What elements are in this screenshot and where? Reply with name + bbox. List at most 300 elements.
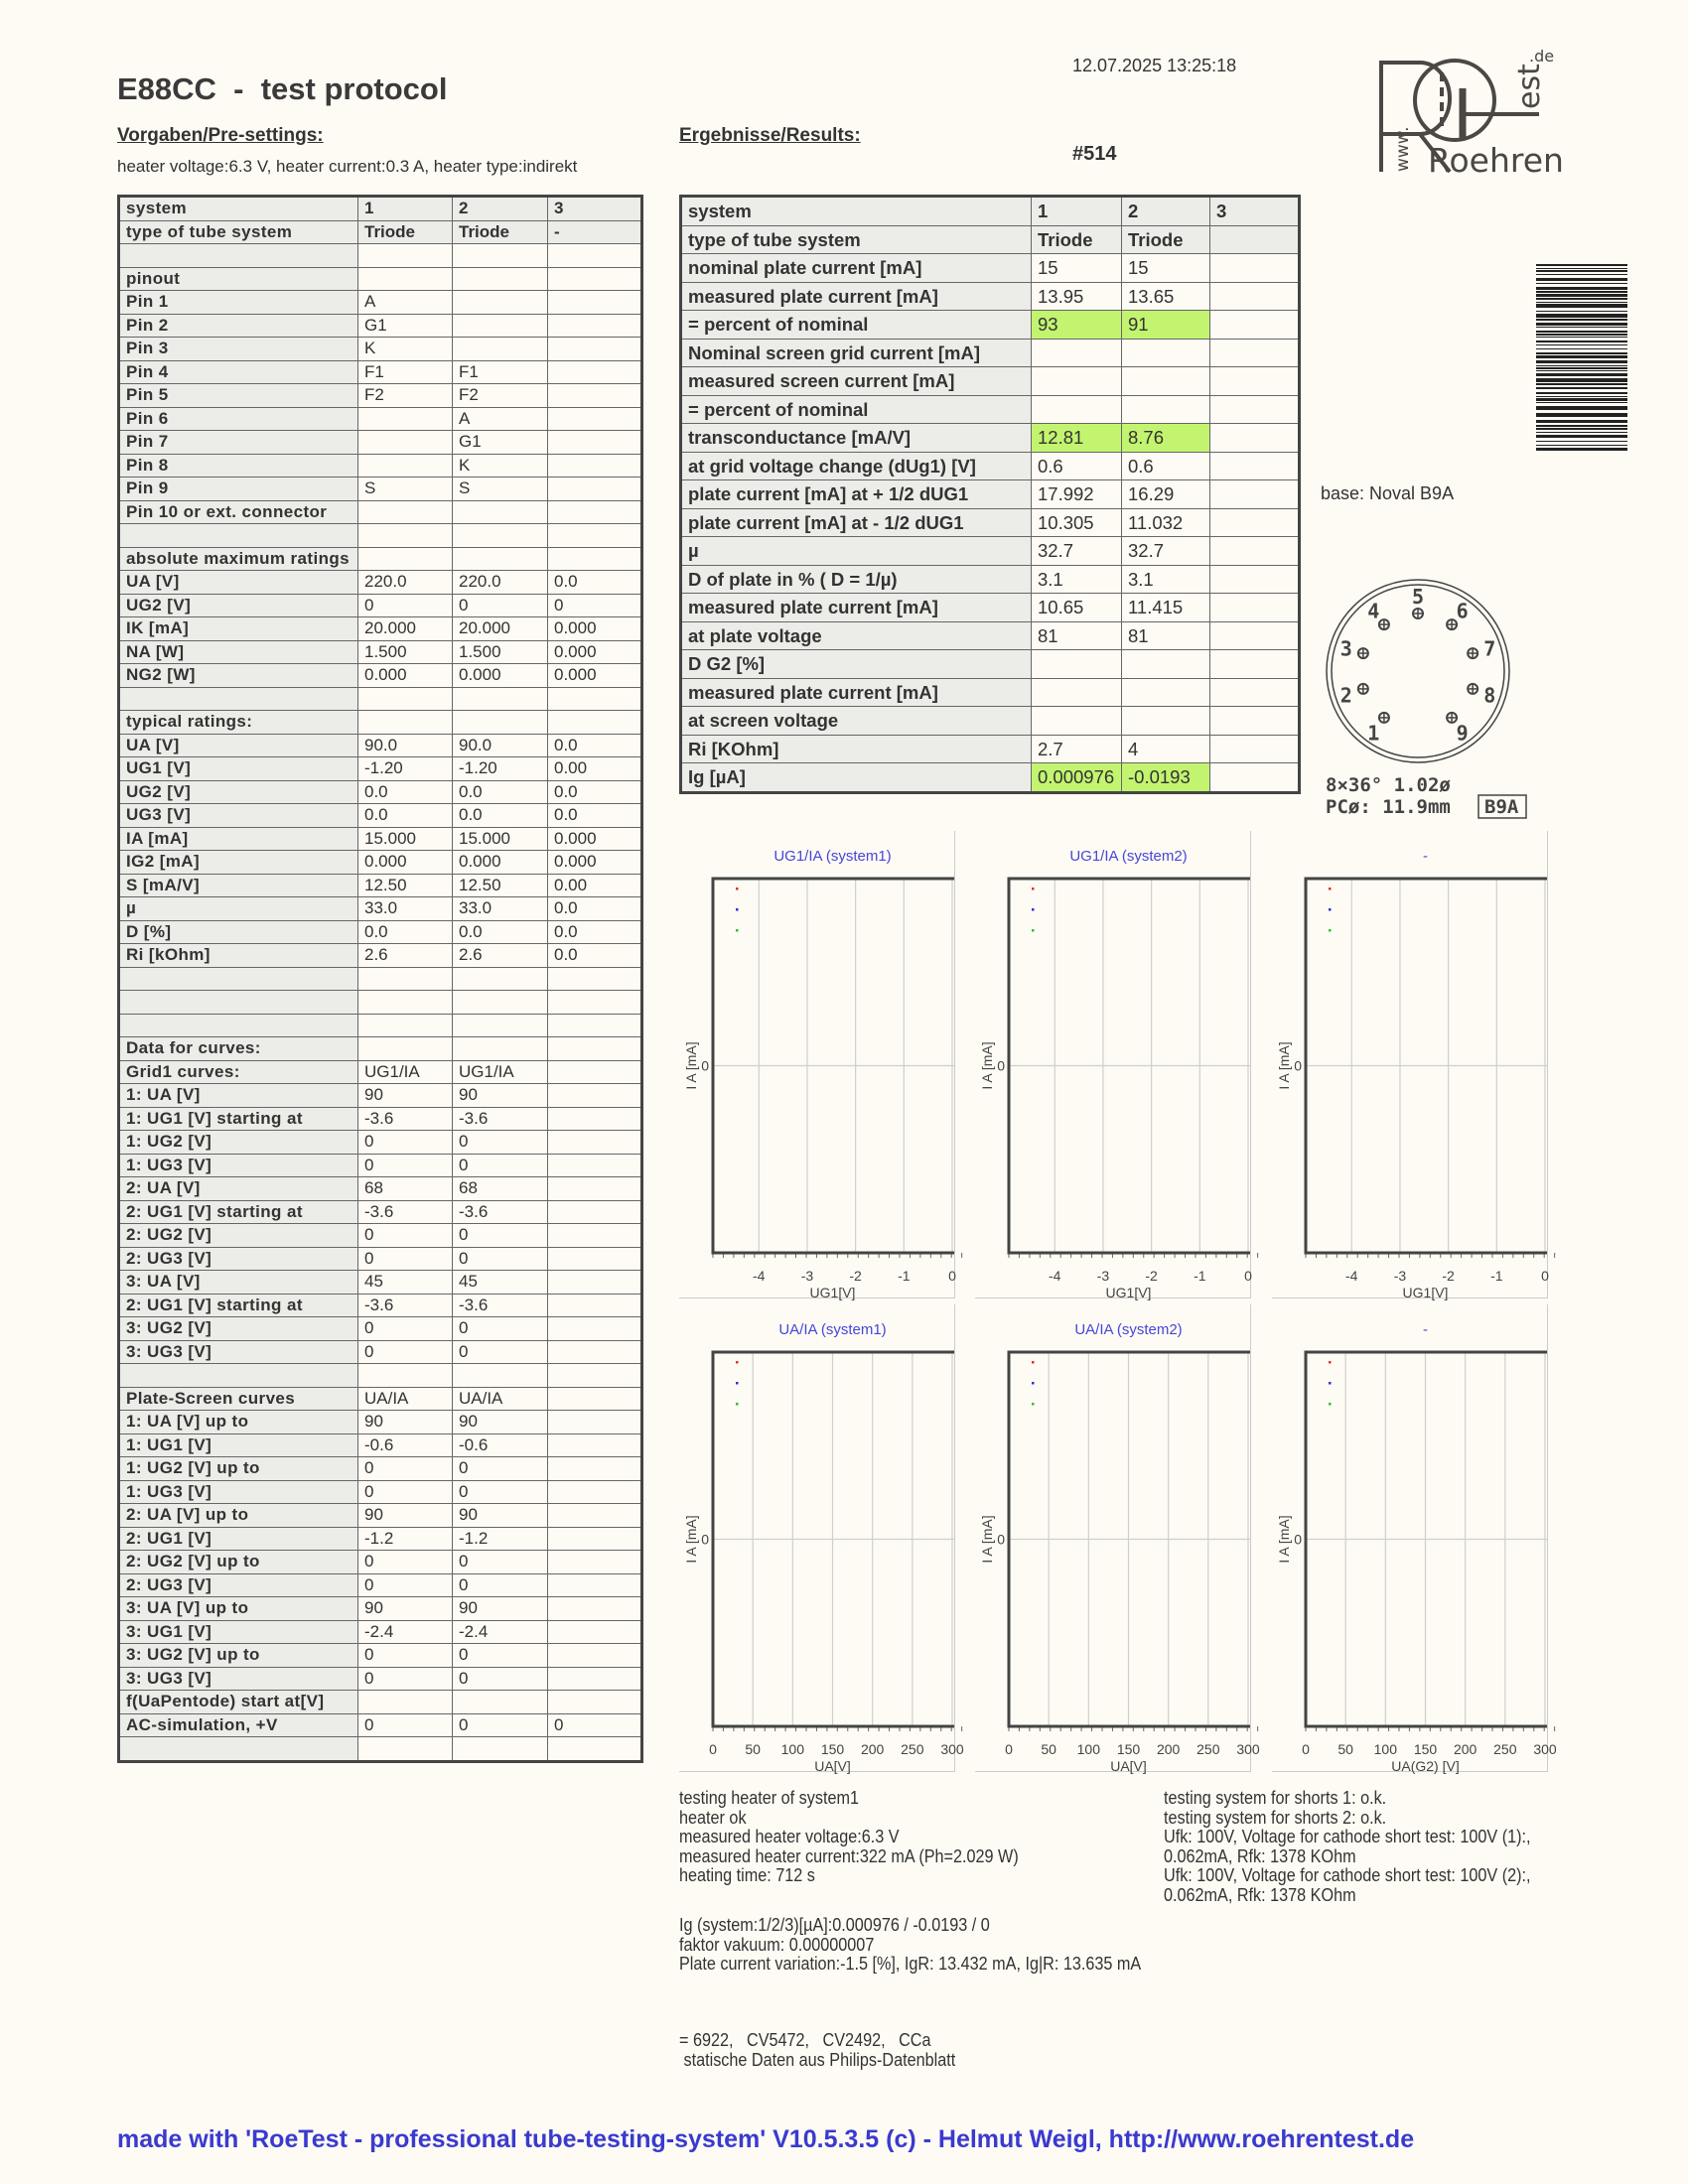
legend-marker [1032,1382,1035,1385]
cell-system-3: 3 [548,197,642,221]
table-row [119,594,642,617]
row-label: Pin 9 [119,478,358,501]
cell-system-3 [1210,678,1300,707]
cell-system-2 [453,1737,548,1762]
row-label: pinout [119,267,358,291]
x-tick-label: 50 [1337,1741,1353,1757]
presettings-heading: Vorgaben/Pre-settings: [117,125,324,146]
presettings-table [117,195,643,1763]
table-row [119,1644,642,1668]
chart-panel [975,831,1251,1298]
table-row [119,687,642,711]
result-line: testing heater of system1 [679,1788,859,1808]
result-line: statische Daten aus Philips-Datenblatt [679,2049,956,2070]
row-label: S [mA/V] [119,874,358,897]
cell-system-3 [548,1084,642,1108]
cell-system-3 [1210,537,1300,566]
x-axis-label: UA(G2) [V] [1391,1758,1460,1774]
cell-system-1: 0 [358,1551,453,1574]
chart-panel [679,1304,964,1774]
cell-system-1: 93 [1032,311,1122,340]
row-label: 3: UG3 [V] [119,1340,358,1364]
cell-system-2: 0.0 [453,804,548,828]
table-row [119,338,642,361]
y-tick-label: 0 [1294,1531,1302,1548]
cell-system-1: 0 [358,1154,453,1177]
cell-system-1: A [358,291,453,315]
cell-system-2 [453,338,548,361]
barcode-bar [1536,294,1627,297]
table-row [119,1387,642,1411]
x-tick-label: -2 [849,1268,862,1284]
cell-system-3: 0.0 [548,804,642,828]
cell-system-2: 0 [453,1667,548,1691]
cell-system-1 [358,1691,453,1714]
x-tick-label: -2 [1145,1268,1158,1284]
x-axis-label: UG1[V] [1402,1285,1449,1300]
cell-system-1: G1 [358,314,453,338]
cell-system-1: 68 [358,1177,453,1201]
page-title: E88CC - test protocol [117,71,448,106]
row-label: UG2 [V] [119,594,358,617]
table-row [119,1294,642,1317]
legend-marker [1032,908,1035,911]
barcode-bar [1536,337,1627,338]
barcode-bar [1536,348,1627,349]
table-row [119,384,642,408]
y-axis-label: I A [mA] [683,1041,699,1090]
result-line: 0.062mA, Rfk: 1378 KOhm [1164,1845,1356,1866]
row-label: UG1 [V] [119,757,358,781]
cell-system-1: -3.6 [358,1200,453,1224]
x-axis-label: UG1[V] [809,1285,856,1300]
heater-test-results [679,1789,1019,1886]
cell-system-1: 0.0 [358,780,453,804]
cell-system-2: 8.76 [1122,424,1210,453]
row-label: measured plate current [mA] [681,282,1032,311]
row-label: Ig [µA] [681,763,1032,793]
cell-system-2: 90 [453,1504,548,1528]
cell-system-2: 3.1 [1122,565,1210,594]
cell-system-3 [548,1060,642,1084]
cell-system-3 [548,1667,642,1691]
cell-system-3 [548,1037,642,1061]
cell-system-3: 0.00 [548,874,642,897]
table-row [119,220,642,244]
row-label: Pin 8 [119,454,358,478]
cell-system-2 [453,1691,548,1714]
cell-system-1: 0 [358,1224,453,1248]
cell-system-3 [1210,735,1300,763]
pin-label: 5 [1411,585,1425,609]
cell-system-1: 1 [1032,197,1122,226]
row-label: plate current [mA] at + 1/2 dUG1 [681,480,1032,509]
pin-7 [1468,648,1477,658]
x-tick-label: 50 [1041,1741,1056,1757]
row-label: Pin 10 or ext. connector [119,500,358,524]
cell-system-1: F2 [358,384,453,408]
barcode-bar [1536,398,1627,401]
row-label: type of tube system [681,225,1032,254]
cell-system-2: 68 [453,1177,548,1201]
table-row [119,1107,642,1131]
table-row [681,735,1300,763]
barcode-bar [1536,291,1627,293]
chart-title: UA/IA (system1) [778,1321,887,1338]
x-tick-label: -3 [1096,1268,1110,1284]
table-row [119,1551,642,1574]
row-label: µ [119,897,358,921]
table-row [119,944,642,968]
cell-system-3 [548,500,642,524]
cell-system-1: 220.0 [358,571,453,595]
cell-system-2 [453,314,548,338]
cell-system-1 [358,1037,453,1061]
cell-system-2: 0 [453,1573,548,1597]
pin-label: 7 [1483,636,1496,661]
cell-system-1: 0 [358,1480,453,1504]
barcode-bar [1536,425,1627,427]
cell-system-1: -0.6 [358,1433,453,1457]
cell-system-1 [358,454,453,478]
equivalents-note [679,2031,955,2070]
x-tick-label: 0 [1244,1268,1252,1284]
presettings-text: heater voltage:6.3 V, heater current:0.3 A, heater type:indirekt [117,157,578,176]
cell-system-2: K [453,454,548,478]
cell-system-3 [548,1364,642,1388]
cell-system-1: S [358,478,453,501]
barcode-bar [1536,373,1627,376]
cell-system-1: Triode [1032,225,1122,254]
chart-panel [975,1304,1260,1774]
row-label: 2: UA [V] [119,1177,358,1201]
cell-system-1: 20.000 [358,617,453,641]
cell-system-1: 90 [358,1597,453,1621]
cell-system-2: 0 [453,1317,548,1341]
table-row [119,1504,642,1528]
x-tick-label: 200 [860,1741,885,1757]
y-tick-label: 0 [997,1057,1005,1074]
table-row [681,763,1300,793]
row-label: 1: UA [V] [119,1084,358,1108]
results-heading: Ergebnisse/Results: [679,125,861,146]
pin-label: 6 [1456,599,1469,623]
barcode-bar [1536,396,1627,397]
pin-2 [1358,684,1368,694]
row-label: D of plate in % ( D = 1/µ) [681,565,1032,594]
table-row [119,1480,642,1504]
pin-label: 2 [1339,683,1352,708]
cell-system-2: 0 [453,1340,548,1364]
cell-system-3: 0.0 [548,780,642,804]
table-row [119,267,642,291]
x-tick-label: -4 [1345,1268,1358,1284]
table-row [119,1224,642,1248]
row-label: Pin 4 [119,360,358,384]
row-label: Pin 2 [119,314,358,338]
barcode-bar [1536,278,1627,281]
barcode-bar [1536,432,1627,433]
chart-title: UG1/IA (system1) [774,848,892,865]
cell-system-3: 0.0 [548,734,642,757]
barcode-bar [1536,445,1627,446]
cell-system-2: 2 [1122,197,1210,226]
table-row [119,897,642,921]
table-row [119,851,642,875]
table-row [119,1060,642,1084]
cell-system-1: 15 [1032,254,1122,283]
cell-system-1: 3.1 [1032,565,1122,594]
cell-system-3 [1210,367,1300,396]
cell-system-3 [548,1504,642,1528]
x-tick-label: 0 [1302,1741,1310,1757]
cell-system-2: 32.7 [1122,537,1210,566]
x-axis-label: UA[V] [814,1758,851,1774]
cell-system-3 [548,1457,642,1481]
cell-system-2: 11.415 [1122,594,1210,622]
cell-system-3 [548,431,642,455]
row-label: Grid1 curves: [119,1060,358,1084]
cell-system-2: -3.6 [453,1107,548,1131]
y-axis-label: I A [mA] [979,1515,995,1564]
cell-system-1: 0.6 [1032,452,1122,480]
x-tick-label: 100 [1076,1741,1101,1757]
barcode-bar [1536,331,1627,333]
cell-system-1 [358,524,453,548]
cell-system-2: 0 [453,1154,548,1177]
cell-system-1: -1.2 [358,1527,453,1551]
legend-marker [1329,887,1332,890]
x-tick-label: -1 [898,1268,911,1284]
table-row [119,1317,642,1341]
barcode-bar [1536,360,1627,363]
barcode-bar [1536,406,1627,410]
cell-system-1 [358,1737,453,1762]
result-line: measured heater voltage:6.3 V [679,1827,900,1847]
row-label: UG3 [V] [119,804,358,828]
cell-system-2: 220.0 [453,571,548,595]
cell-system-3 [548,1014,642,1037]
result-line: Plate current variation:-1.5 [%], IgR: 13.432 mA, Ig|R: 13.635 mA [679,1954,1142,1975]
table-row [681,424,1300,453]
cell-system-3: 0.000 [548,617,642,641]
cell-system-1: Triode [358,220,453,244]
logo-tld: .de [1529,47,1555,66]
row-label: type of tube system [119,220,358,244]
cell-system-1: 0.000976 [1032,763,1122,793]
cell-system-2 [453,711,548,735]
row-label: 1: UG3 [V] [119,1154,358,1177]
cell-system-2: -2.4 [453,1620,548,1644]
cell-system-3: 0.000 [548,640,642,664]
cell-system-2: 90 [453,1084,548,1108]
cell-system-2: 0 [453,1480,548,1504]
table-row [119,734,642,757]
results-table [679,195,1301,794]
row-label: 2: UG2 [V] up to [119,1551,358,1574]
cell-system-1: -3.6 [358,1294,453,1317]
chart-panel [1272,831,1548,1298]
table-row [119,1713,642,1737]
table-row [119,1433,642,1457]
row-label: IK [mA] [119,617,358,641]
cell-system-2: 4 [1122,735,1210,763]
cell-system-2: 13.65 [1122,282,1210,311]
legend-marker [1329,929,1332,932]
cell-system-1: 0 [358,1317,453,1341]
barcode-bar [1536,413,1627,417]
cell-system-2: -1.2 [453,1527,548,1551]
cell-system-3 [548,1177,642,1201]
legend-marker [1329,908,1332,911]
result-line: Ufk: 100V, Voltage for cathode short test: 100V (1):, [1164,1827,1531,1847]
table-row [119,617,642,641]
table-row [681,707,1300,736]
cell-system-1 [358,687,453,711]
cell-system-3 [548,1387,642,1411]
base-spec-line2: PCø: 11.9mm [1326,796,1451,818]
cell-system-1: 81 [1032,621,1122,650]
table-row [119,664,642,688]
table-row [681,339,1300,367]
cell-system-3 [548,1691,642,1714]
cell-system-1: 0 [358,1131,453,1155]
row-label: = percent of nominal [681,395,1032,424]
y-axis-label: I A [mA] [1276,1041,1292,1090]
barcode-bar [1536,365,1627,366]
row-label [119,1014,358,1037]
cell-system-2 [1122,707,1210,736]
cell-system-1: -2.4 [358,1620,453,1644]
cell-system-3 [548,711,642,735]
x-tick-label: 0 [709,1741,717,1757]
table-row [119,1084,642,1108]
cell-system-3: 0.000 [548,851,642,875]
cell-system-3: 0.0 [548,944,642,968]
x-tick-label: -3 [800,1268,814,1284]
table-row [119,291,642,315]
row-label: 3: UG3 [V] [119,1667,358,1691]
barcode-bar [1536,268,1627,269]
result-line: Ufk: 100V, Voltage for cathode short test: 100V (2):, [1164,1865,1531,1886]
cell-system-3 [548,1317,642,1341]
cell-system-3 [548,1340,642,1364]
barcode-bar [1536,441,1627,442]
cell-system-2: UG1/IA [453,1060,548,1084]
row-label: IA [mA] [119,827,358,851]
row-label: 2: UG1 [V] [119,1527,358,1551]
cell-system-1 [358,407,453,431]
barcode-bar [1536,355,1627,358]
cell-system-2 [1122,678,1210,707]
table-row [119,1247,642,1271]
cell-system-3 [1210,311,1300,340]
cell-system-3 [1210,480,1300,509]
cell-system-2: 90 [453,1411,548,1434]
table-row [119,920,642,944]
cell-system-1: 0 [358,1247,453,1271]
cell-system-1 [1032,650,1122,679]
cell-system-3 [1210,594,1300,622]
table-row [119,1340,642,1364]
barcode-bar [1536,298,1627,300]
cell-system-2: 2.6 [453,944,548,968]
pin-label: 8 [1483,683,1496,708]
result-line: 0.062mA, Rfk: 1378 KOhm [1164,1884,1356,1905]
table-row [119,1200,642,1224]
cell-system-2: Triode [1122,225,1210,254]
cell-system-3 [548,291,642,315]
result-line: faktor vakuum: 0.00000007 [679,1934,875,1955]
cell-system-1: 0 [358,594,453,617]
cell-system-2 [453,267,548,291]
y-tick-label: 0 [997,1531,1005,1548]
cell-system-2 [1122,339,1210,367]
cell-system-2: 15 [1122,254,1210,283]
cell-system-3 [548,1107,642,1131]
x-tick-label: 150 [1116,1741,1141,1757]
barcode-bar [1536,352,1627,354]
cell-system-3 [1210,650,1300,679]
y-tick-label: 0 [1294,1057,1302,1074]
cell-system-1 [358,267,453,291]
row-label: AC-simulation, +V [119,1713,358,1737]
pin-label: 3 [1339,636,1352,661]
grid-current-results [679,1916,1141,1975]
cell-system-1: 32.7 [1032,537,1122,566]
cell-system-3 [1210,225,1300,254]
cell-system-3: 0.0 [548,920,642,944]
table-row [119,1014,642,1037]
legend-marker [1329,1382,1332,1385]
barcode-bar [1536,287,1627,290]
tube-number: #514 [1072,143,1117,165]
cell-system-2 [1122,395,1210,424]
legend-marker [1032,887,1035,890]
legend-marker [1329,1361,1332,1364]
cell-system-1 [358,500,453,524]
barcode-bar [1536,334,1627,336]
row-label: nominal plate current [mA] [681,254,1032,283]
row-label: Pin 1 [119,291,358,315]
test-datetime: 12.07.2025 13:25:18 [1072,56,1237,75]
legend-marker [736,929,739,932]
table-row [119,757,642,781]
x-tick-label: 100 [780,1741,805,1757]
barcode-bar [1536,428,1627,430]
cell-system-1 [358,711,453,735]
footer-credit: made with 'RoeTest - professional tube-testing-system' V10.5.3.5 (c) - Helmut Weigl, http://www.roehrentest.de [117,2125,1415,2153]
x-tick-label: -4 [1049,1268,1061,1284]
cell-system-3 [548,1411,642,1434]
cell-system-3 [548,1527,642,1551]
cell-system-3 [548,1294,642,1317]
cell-system-3 [1210,424,1300,453]
cell-system-1 [358,431,453,455]
cell-system-2: 33.0 [453,897,548,921]
x-tick-label: -3 [1393,1268,1407,1284]
pin-label: 4 [1367,599,1380,623]
cell-system-2: 0.6 [1122,452,1210,480]
cell-system-1: 0.000 [358,851,453,875]
base-label: base: Noval B9A [1321,483,1455,503]
row-label: UA [V] [119,734,358,757]
cell-system-1: 0 [358,1340,453,1364]
table-row [119,711,642,735]
row-label: measured plate current [mA] [681,594,1032,622]
x-tick-label: 300 [1236,1741,1260,1757]
cell-system-2: -3.6 [453,1200,548,1224]
